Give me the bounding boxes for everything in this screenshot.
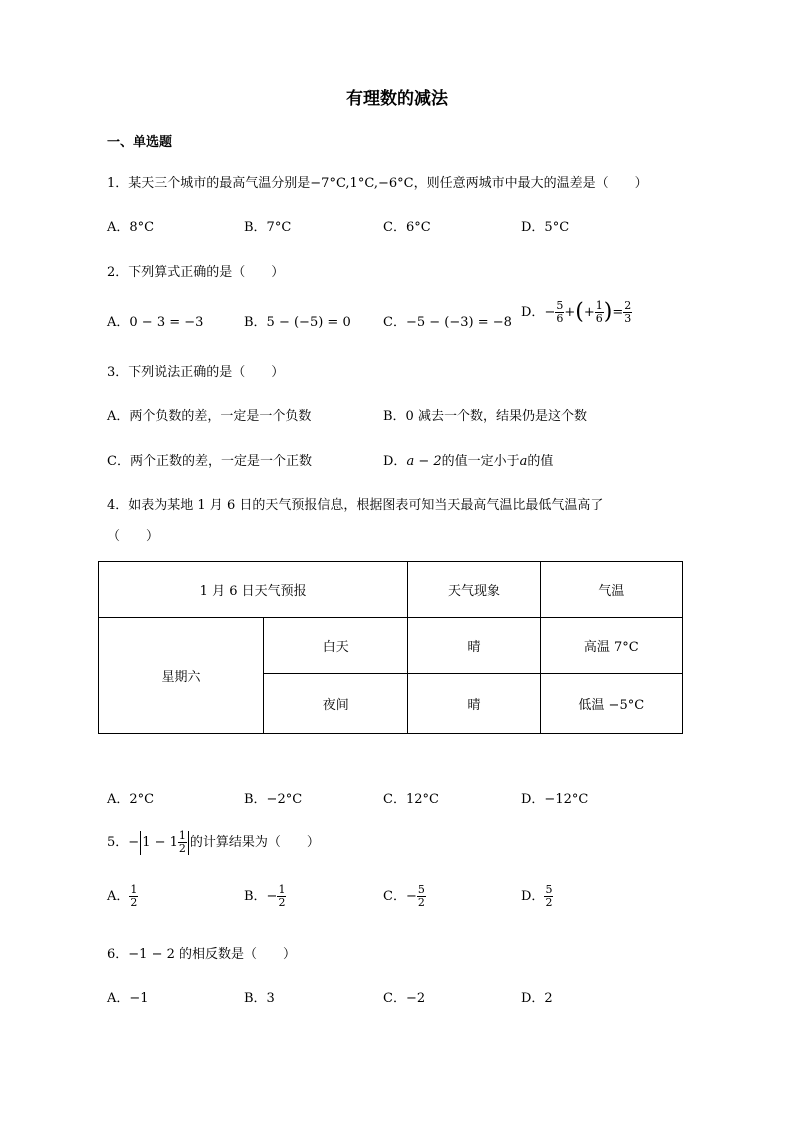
q2-option-d[interactable]: D．− $\frac{5}{6}$ +(+ $\frac{1}{6}$ )= $\frac{2}{3}$ [521, 299, 632, 325]
page-title: 有理数的减法 [346, 89, 448, 109]
q2-option-b[interactable]: B．5 − (−5) = 0 [244, 315, 351, 330]
q5-option-b[interactable]: B．− $\frac{1}{2}$ [244, 883, 286, 909]
q1-stem-prefix: 1．某天三个城市的最高气温分别是 [107, 176, 311, 191]
question-4-stem-line1: 4．如表为某地 1 月 6 日的天气预报信息，根据图表可知当天最高气温比最低气温高了 [107, 498, 604, 513]
q2-option-c[interactable]: C．−5 − (−3) = −8 [383, 315, 512, 330]
table-cell-day: 星期六 [99, 618, 264, 734]
q2-d-plus: + [564, 305, 576, 320]
q1-option-a[interactable]: A．8°C [107, 220, 155, 235]
q3-d-var: a [519, 454, 528, 469]
q4-option-b[interactable]: B．−2°C [244, 792, 303, 807]
q5-a-fraction: $\frac{1}{2}$ [130, 883, 138, 909]
q3-d-label: D． [383, 454, 407, 469]
q4-option-a[interactable]: A．2°C [107, 792, 155, 807]
q5-b-fraction: $\frac{1}{2}$ [278, 883, 286, 909]
q5-fraction: $\frac{1}{2}$ [178, 829, 186, 855]
q6-option-d[interactable]: D．2 [521, 991, 553, 1006]
q2-d-minus: − [544, 305, 556, 320]
table-header-temperature: 气温 [540, 562, 682, 618]
q1-temps: −7°C,1°C,−6°C [310, 176, 414, 191]
q5-c-fraction: $\frac{5}{2}$ [417, 883, 425, 909]
table-cell-night-weather: 晴 [408, 674, 540, 734]
q1-stem-suffix: ，则任意两城市中最大的温差是（ ） [413, 176, 648, 191]
q5-inner: 1 − 1 [142, 835, 178, 850]
table-cell-night: 夜间 [264, 674, 408, 734]
q2-d-equals: = [612, 305, 624, 320]
question-4-stem-line2: （ ） [107, 529, 160, 544]
q3-d-mid: 的值一定小于 [441, 454, 520, 469]
question-3-stem: 3．下列说法正确的是（ ） [107, 365, 285, 380]
section-heading: 一、单选题 [107, 135, 173, 150]
question-6-stem: 6．−1 − 2 的相反数是（ ） [107, 947, 296, 962]
table-cell-low-temp: 低温 −5°C [540, 674, 682, 734]
q3-option-b[interactable]: B．0 减去一个数，结果仍是这个数 [383, 409, 587, 424]
q5-d-fraction: $\frac{5}{2}$ [545, 883, 553, 909]
weather-table [98, 561, 683, 734]
table-cell-high-temp: 高温 7°C [540, 618, 682, 674]
q4-option-d[interactable]: D．−12°C [521, 792, 589, 807]
q6-option-a[interactable]: A．−1 [107, 991, 149, 1006]
q3-d-end: 的值 [527, 454, 554, 469]
table-cell-day-weather: 晴 [408, 618, 540, 674]
q1-option-c[interactable]: C．6°C [383, 220, 431, 235]
q1-option-d[interactable]: D．5°C [521, 220, 570, 235]
q5-number: 5． [107, 835, 129, 850]
q4-option-c[interactable]: C．12°C [383, 792, 439, 807]
question-2-stem: 2．下列算式正确的是（ ） [107, 265, 285, 280]
table-header-weather: 天气现象 [408, 562, 540, 618]
q2-d-fraction-2: $\frac{1}{6}$ [595, 299, 603, 325]
q5-option-a[interactable]: A． $\frac{1}{2}$ [107, 883, 138, 909]
q5-option-c[interactable]: C．− $\frac{5}{2}$ [383, 883, 425, 909]
q2-d-label: D． [521, 305, 545, 320]
q3-option-d[interactable] [383, 450, 553, 469]
q3-d-expr: a − 2 [406, 454, 442, 469]
q2-option-a[interactable]: A．0 − 3 = −3 [107, 315, 204, 330]
q5-tail: 的计算结果为（ ） [189, 835, 320, 850]
q6-option-b[interactable]: B．3 [244, 991, 275, 1006]
q5-minus: − [128, 835, 140, 850]
q2-d-fraction-1: $\frac{5}{6}$ [556, 299, 564, 325]
q2-d-inner-plus: + [583, 305, 595, 320]
q3-option-a[interactable]: A．两个负数的差，一定是一个负数 [107, 409, 312, 424]
question-5-stem [107, 830, 320, 855]
q5-option-d[interactable]: D． $\frac{5}{2}$ [521, 883, 553, 909]
question-1-stem [107, 172, 648, 191]
q6-option-c[interactable]: C．−2 [383, 991, 426, 1006]
q2-d-fraction-3: $\frac{2}{3}$ [624, 299, 632, 325]
table-header-forecast: 1 月 6 日天气预报 [99, 562, 408, 618]
table-cell-daytime: 白天 [264, 618, 408, 674]
q3-option-c[interactable]: C．两个正数的差，一定是一个正数 [107, 454, 312, 469]
q1-option-b[interactable]: B．7°C [244, 220, 292, 235]
